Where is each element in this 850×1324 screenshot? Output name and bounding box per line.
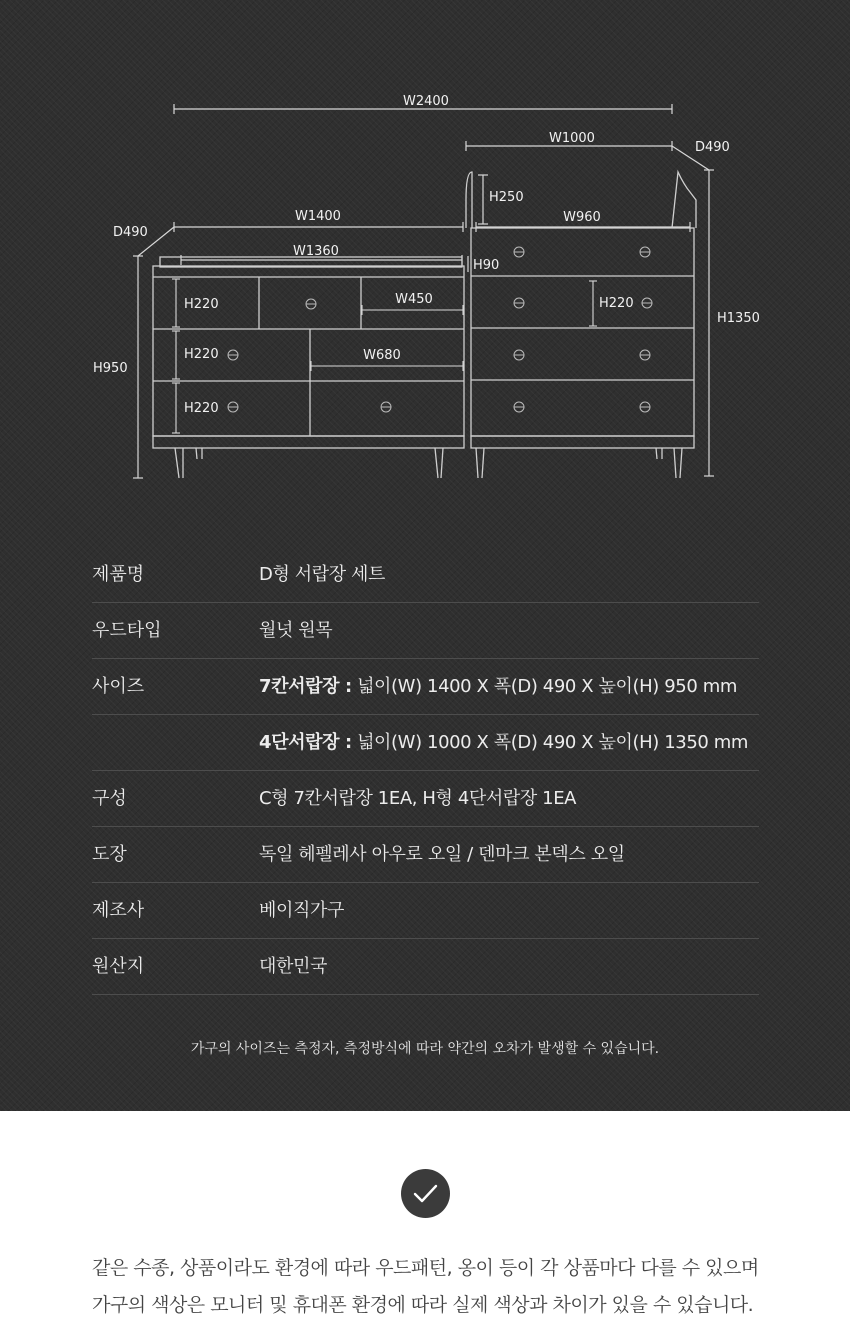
spec-label: 구성 bbox=[92, 788, 127, 809]
dim-w1360: W1360 bbox=[293, 244, 339, 259]
spec-row bbox=[92, 939, 759, 995]
dim-h220-right: H220 bbox=[599, 296, 634, 311]
dim-h950: H950 bbox=[93, 361, 128, 376]
spec-value-text: 넓이(W) 1000 X 폭(D) 490 X 높이(H) 1350 mm bbox=[351, 732, 749, 753]
spec-value: 베이직가구 bbox=[259, 900, 344, 921]
spec-row bbox=[92, 715, 759, 771]
disclaimer bbox=[92, 1250, 792, 1324]
disclaimer-line: 같은 수종, 상품이라도 환경에 따라 우드패턴, 옹이 등이 각 상품마다 다를 수 있으며 bbox=[92, 1257, 759, 1279]
spec-value: 대한민국 bbox=[259, 956, 327, 977]
spec-value: C형 7칸서랍장 1EA, H형 4단서랍장 1EA bbox=[259, 788, 577, 809]
dim-w2400: W2400 bbox=[403, 94, 449, 109]
spec-row bbox=[92, 827, 759, 883]
spec-label: 원산지 bbox=[92, 956, 145, 977]
spec-label: 우드타입 bbox=[92, 620, 162, 641]
spec-row bbox=[92, 659, 759, 715]
size-note: 가구의 사이즈는 측정자, 측정방식에 따라 약간의 오차가 발생할 수 있습니다. bbox=[190, 1041, 660, 1057]
dim-h220-a: H220 bbox=[184, 297, 219, 312]
spec-label: 제조사 bbox=[92, 900, 145, 921]
check-icon bbox=[401, 1169, 450, 1218]
dim-w680: W680 bbox=[363, 348, 401, 363]
spec-table bbox=[92, 547, 759, 995]
dim-h90: H90 bbox=[473, 258, 500, 273]
dim-h250: H250 bbox=[489, 190, 524, 205]
spec-value: D형 서랍장 세트 bbox=[259, 564, 386, 585]
disclaimer-line: 가구의 색상은 모니터 및 휴대폰 환경에 따라 실제 색상과 차이가 있을 수 있습니다. bbox=[92, 1294, 754, 1316]
dim-w1400: W1400 bbox=[295, 209, 341, 224]
spec-value bbox=[259, 728, 748, 754]
spec-row bbox=[92, 771, 759, 827]
spec-value bbox=[259, 672, 737, 698]
dim-h220-b: H220 bbox=[184, 347, 219, 362]
dim-d490-right: D490 bbox=[695, 140, 730, 155]
dim-h220-c: H220 bbox=[184, 401, 219, 416]
spec-row bbox=[92, 603, 759, 659]
dimension-drawing bbox=[0, 0, 850, 500]
dim-h1350: H1350 bbox=[717, 311, 760, 326]
spec-value: 독일 헤펠레사 아우로 오일 / 덴마크 본덱스 오일 bbox=[259, 844, 625, 865]
dim-d490-left: D490 bbox=[113, 225, 148, 240]
dim-w960: W960 bbox=[563, 210, 601, 225]
spec-value-bold: 7칸서랍장 : bbox=[259, 676, 352, 697]
dim-w1000: W1000 bbox=[549, 131, 595, 146]
spec-row bbox=[92, 883, 759, 939]
spec-value-text: 넓이(W) 1400 X 폭(D) 490 X 높이(H) 950 mm bbox=[351, 676, 737, 697]
spec-label: 도장 bbox=[92, 844, 127, 865]
spec-value: 월넛 원목 bbox=[259, 620, 333, 641]
dim-w450: W450 bbox=[395, 292, 433, 307]
spec-label: 사이즈 bbox=[92, 676, 145, 697]
spec-row bbox=[92, 547, 759, 603]
spec-label: 제품명 bbox=[92, 564, 145, 585]
spec-value-bold: 4단서랍장 : bbox=[259, 732, 352, 753]
